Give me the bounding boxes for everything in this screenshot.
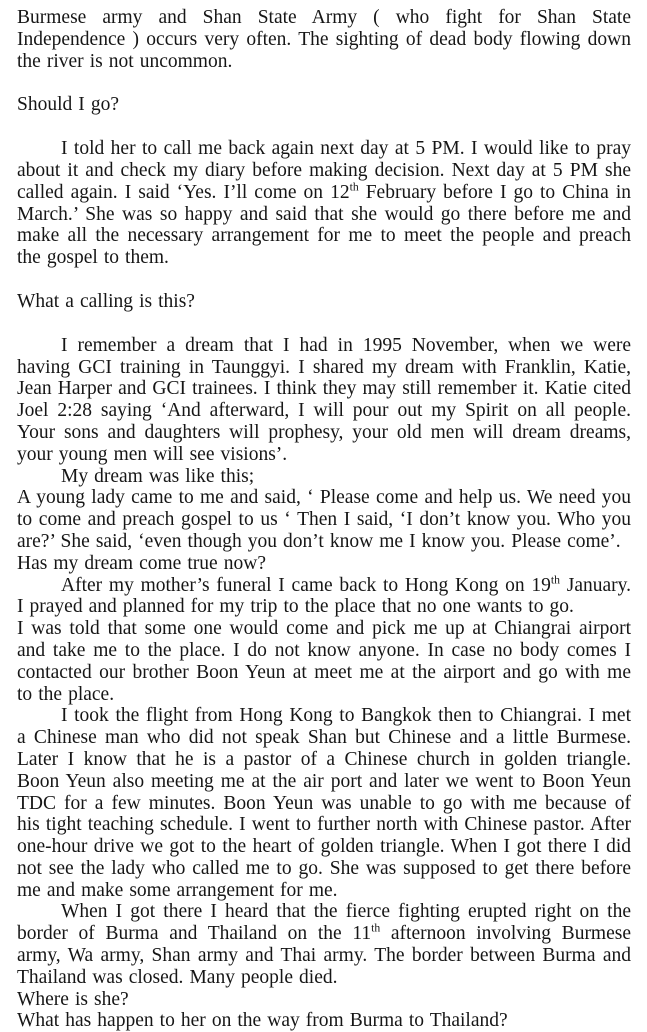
text-run: February before I go to China in March.’ She was so happy and said that she would go there before me and make all the necessary arrangement for me to meet the people and preach the gospel to them. (17, 181, 631, 269)
question-should-i-go (17, 94, 631, 116)
text-run: I took the flight from Hong Kong to Bangkok then to Chiangrai. I met a Chinese man who did not speak Shan but Chinese and a little Burmese. Later I know that he is a pastor of a Chinese church in golden triangle. Boon Yeun also meeting me at the air port and later we went to Boon Yeun TDC for a few minutes. Boon Yeun was unable to go with me because of his tight teaching schedule. I went to further north with Chinese pastor. After one-hour drive we got to the heart of golden triangle. When I got there I did not see the lady who called me to go. She was supposed to get there before me and make some arrangement for me. (17, 705, 631, 901)
text-run: What has happen to her on the way from Burma to Thailand? (17, 1010, 508, 1032)
question-what-a-calling (17, 291, 631, 313)
text-run: January. I prayed and planned for my trip to the place that no one wants to go. (17, 574, 631, 618)
text-run: Where is she? (17, 988, 129, 1010)
paragraph-airport-pickup (17, 618, 631, 705)
ordinal-superscript: th (349, 180, 359, 194)
text-run: What a calling is this? (17, 290, 195, 312)
question-dream-come-true (17, 553, 631, 575)
text-run: When I got there I heard that the fierce fighting erupted right on the border of Burma and Thailand on the 11 (17, 901, 631, 945)
text-run: I remember a dream that I had in 1995 November, when we were having GCI training in Taunggyi. I shared my dream with Franklin, Katie, Jean Harper and GCI trainees. I think they may still remember it. Katie cited Joel 2:28 saying ‘And afterward, I will pour out my Spirit on all people. Your sons and daughters will prophesy, your old men will dream dreams, your young men will see visions’. (17, 334, 631, 465)
ordinal-superscript: th (550, 573, 560, 587)
paragraph-mothers-funeral (17, 575, 631, 619)
paragraph-call-back (17, 138, 631, 269)
paragraph-border-fighting (17, 7, 631, 72)
text-run: Should I go? (17, 94, 120, 116)
paragraph-young-lady (17, 487, 631, 552)
text-run: My dream was like this; (61, 465, 255, 487)
text-run: afternoon involving Burmese army, Wa army, Shan army and Thai army. The border between Burma and Thailand was closed. Many people died. (17, 923, 631, 988)
ordinal-superscript: th (371, 921, 381, 935)
text-run: Burmese army and Shan State Army ( who fight for Shan State Independence ) occurs very often. The sighting of dead body flowing down the river is not uncommon. (17, 7, 631, 72)
question-where-is-she (17, 989, 631, 1011)
question-what-has-happen (17, 1010, 631, 1032)
document-body (17, 7, 631, 1032)
text-run: A young lady came to me and said, ‘ Please come and help us. We need you to come and preach gospel to us ‘ Then I said, ‘I don’t know you. Who you are?’ She said, ‘even though you don’t know me I know you. Please come’. (17, 487, 631, 552)
text-run: I told her to call me back again next day at 5 PM. I would like to pray about it and check my diary before making decision. Next day at 5 PM she called again. I said ‘Yes. I’ll come on 12 (17, 138, 631, 203)
paragraph-my-dream-intro (17, 466, 631, 488)
paragraph-fierce-fighting (17, 901, 631, 988)
text-run: I was told that some one would come and pick me up at Chiangrai airport and take me to the place. I do not know anyone. In case no body comes I contacted our brother Boon Yeun at meet me at the airport and go with me to the place. (17, 618, 631, 705)
text-run: After my mother’s funeral I came back to Hong Kong on 19 (61, 574, 551, 596)
paragraph-dream-1995 (17, 335, 631, 466)
paragraph-flight-golden-triangle (17, 705, 631, 901)
text-run: Has my dream come true now? (17, 552, 266, 574)
